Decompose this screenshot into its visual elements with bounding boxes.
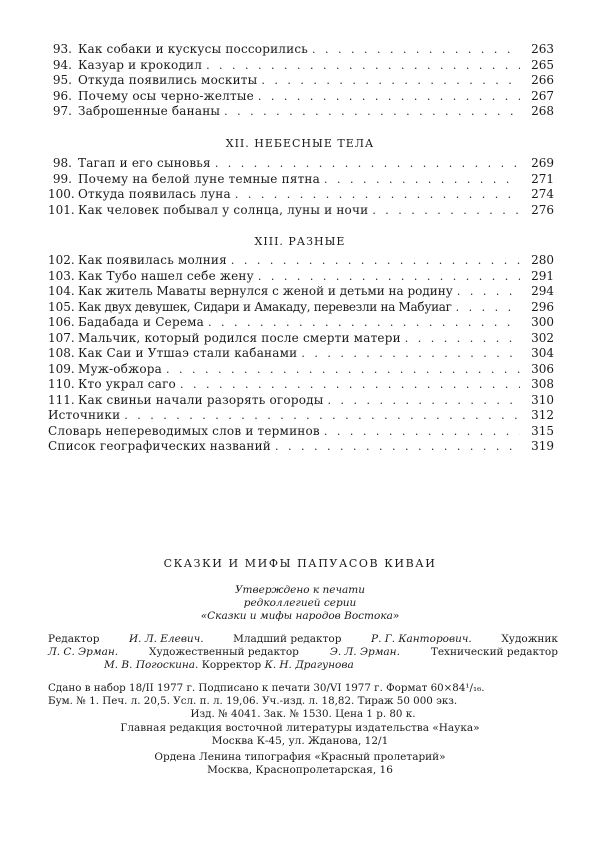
- toc-title: Бадабада и Серема: [78, 315, 205, 329]
- leader-dots: [327, 393, 520, 409]
- credit-role: Художник: [501, 633, 558, 645]
- book-title: СКАЗКИ И МИФЫ ПАПУАСОВ КИВАИ: [163, 557, 437, 570]
- toc-page: 269: [531, 156, 554, 170]
- toc-entry: [48, 58, 554, 74]
- credit-person: Л. С. Эрман.: [48, 646, 119, 658]
- toc-title: Как Тубо нашел себе жену: [78, 268, 254, 283]
- leader-dots: [456, 300, 520, 316]
- toc-page: 280: [531, 253, 554, 267]
- toc-number: 106.: [48, 315, 75, 329]
- credit-role: Младший редактор: [233, 633, 342, 645]
- toc-entry: [48, 269, 554, 285]
- toc-number: 107.: [48, 330, 75, 345]
- toc-title: Источники: [48, 408, 121, 422]
- printer-line: Ордена Ленина типография «Красный пролетарий»: [154, 751, 446, 763]
- toc-entry: [48, 408, 554, 424]
- toc-list-xii: [48, 156, 554, 218]
- publisher-line: Главная редакция восточной литературы издательства «Наука»: [120, 722, 480, 734]
- toc-title: Тагап и его сыновья: [78, 156, 211, 170]
- toc-page: 263: [531, 42, 554, 56]
- toc-page: 267: [531, 88, 554, 103]
- toc-title: Как собаки и кускусы поссорились: [78, 42, 308, 56]
- toc-title: Кто украл саго: [78, 377, 176, 391]
- leader-dots: [224, 104, 520, 120]
- toc-page: 294: [531, 284, 554, 298]
- toc-entry: [48, 89, 554, 105]
- credit-role: Технический редактор: [430, 646, 558, 658]
- toc-page: 308: [531, 377, 554, 391]
- toc-title: Как появилась молния: [78, 253, 227, 267]
- toc-page: 268: [531, 104, 554, 118]
- toc-title: Казуар и крокодил: [78, 57, 203, 72]
- print-details: [48, 682, 558, 721]
- publisher-block: [0, 722, 600, 748]
- toc-list-xiii: [48, 253, 554, 455]
- credit-person: И. Л. Елевич.: [128, 633, 204, 645]
- toc-entry: [48, 346, 554, 362]
- toc-number: 100.: [48, 187, 75, 201]
- section-heading-xii: XII. НЕБЕСНЫЕ ТЕЛА: [225, 137, 375, 150]
- toc-entry: [48, 377, 554, 393]
- toc-page: 274: [531, 187, 554, 201]
- approval-line: «Сказки и мифы народов Востока»: [200, 610, 400, 622]
- publisher-line: Москва К-45, ул. Жданова, 12/1: [211, 735, 389, 747]
- credits-line: [48, 633, 558, 646]
- toc-number: 108.: [48, 346, 75, 360]
- toc-number: 94.: [52, 57, 72, 72]
- leader-dots: [206, 58, 520, 74]
- toc-title: Как человек побывал у солнца, луны и ночи: [78, 202, 369, 217]
- toc-page: 276: [531, 202, 554, 217]
- toc-page: 296: [531, 299, 554, 314]
- print-line: Бум. № 1. Печ. л. 20,5. Усл. п. л. 19,06. Уч.-изд. л. 18,82. Тираж 50 000 экз.: [48, 695, 458, 707]
- toc-number: 93.: [52, 42, 72, 56]
- credits-line: [48, 646, 558, 659]
- toc-title: Словарь непереводимых слов и терминов: [48, 423, 320, 438]
- leader-dots: [301, 346, 520, 362]
- toc-entry: [48, 362, 554, 378]
- credit-role: Редактор: [48, 633, 100, 645]
- leader-dots: [258, 89, 520, 105]
- toc-entry: [48, 73, 554, 89]
- leader-dots: [275, 439, 520, 455]
- toc-page: 291: [531, 268, 554, 283]
- leader-dots: [261, 73, 520, 89]
- toc-title: Как житель Маваты вернулся с женой и детьми на родину: [78, 284, 453, 298]
- toc-number: 95.: [52, 73, 72, 87]
- toc-number: 110.: [48, 377, 75, 391]
- toc-entry: [48, 203, 554, 219]
- leader-dots: [258, 269, 520, 285]
- leader-dots: [180, 377, 520, 393]
- toc-page: 315: [531, 423, 554, 438]
- toc-page: 271: [531, 171, 554, 186]
- toc-page: 265: [531, 57, 554, 72]
- toc-entry: [48, 331, 554, 347]
- credit-person: Э. Л. Эрман.: [329, 646, 400, 658]
- section-heading-xiii: XIII. РАЗНЫЕ: [254, 235, 346, 248]
- toc-title: Как свиньи начали разорять огороды: [78, 392, 324, 407]
- toc-number: 111.: [48, 392, 75, 407]
- toc-number: 98.: [52, 156, 72, 170]
- printer-line: Москва, Краснопролетарская, 16: [207, 764, 393, 776]
- toc-number: 103.: [48, 268, 75, 283]
- toc-entry: [48, 284, 554, 300]
- toc-number: 109.: [48, 361, 75, 376]
- toc-number: 102.: [48, 253, 75, 267]
- toc-title: Мальчик, который родился после смерти матери: [78, 330, 401, 345]
- toc-entry: [48, 300, 554, 316]
- toc-page: 310: [531, 392, 554, 407]
- toc-page: 304: [531, 346, 554, 360]
- toc-title: Откуда появились москиты: [78, 73, 258, 87]
- toc-entry: [48, 187, 554, 203]
- leader-dots: [208, 315, 520, 331]
- toc-page: 266: [531, 73, 554, 87]
- toc-page: 306: [531, 361, 554, 376]
- toc-page: 302: [531, 330, 554, 345]
- toc-title: Как двух девушек, Сидари и Амакаду, перевезли на Мабуиаг: [78, 299, 452, 314]
- approval-line: Утверждено к печати: [234, 584, 366, 596]
- toc-entry: [48, 439, 554, 455]
- approval-note: [0, 584, 600, 623]
- toc-entry: [48, 104, 554, 120]
- leader-dots: [166, 362, 520, 378]
- toc-title: Откуда появилась луна: [78, 187, 231, 201]
- credit-person: Р. Г. Канторович.: [371, 633, 472, 645]
- print-line: Сдано в набор 18/II 1977 г. Подписано к печати 30/VI 1977 г. Формат 60×84¹/₁₆.: [48, 682, 485, 694]
- toc-entry: [48, 315, 554, 331]
- toc-list-top: [48, 42, 554, 120]
- credit-role: Корректор: [201, 659, 262, 671]
- leader-dots: [372, 203, 520, 219]
- toc-number: 96.: [52, 88, 72, 103]
- leader-dots: [124, 408, 520, 424]
- toc-number: 101.: [48, 202, 75, 217]
- leader-dots: [457, 284, 520, 300]
- approval-line: редколлегией серии: [243, 597, 357, 609]
- credits-block: [48, 633, 558, 672]
- toc-title: Почему осы черно-желтые: [78, 88, 254, 103]
- toc-title: Муж-обжора: [78, 361, 162, 376]
- toc-number: 99.: [52, 171, 72, 186]
- toc-entry: [48, 156, 554, 172]
- toc-page: 319: [531, 439, 554, 453]
- toc-entry: [48, 42, 554, 58]
- toc-title: Список географических названий: [48, 439, 272, 453]
- leader-dots: [405, 331, 520, 347]
- toc-entry: [48, 172, 554, 188]
- leader-dots: [235, 187, 520, 203]
- toc-entry: [48, 424, 554, 440]
- toc-number: 105.: [48, 299, 75, 314]
- leader-dots: [324, 172, 520, 188]
- toc-entry: [48, 253, 554, 269]
- leader-dots: [231, 253, 520, 269]
- toc-page: 300: [531, 315, 554, 329]
- credit-person: М. В. Погоскина.: [104, 659, 199, 671]
- credits-line: [48, 659, 558, 672]
- toc-number: 104.: [48, 284, 75, 298]
- toc-number: 97.: [52, 104, 72, 118]
- leader-dots: [324, 424, 520, 440]
- toc-title: Заброшенные бананы: [78, 104, 221, 118]
- leader-dots: [215, 156, 520, 172]
- toc-entry: [48, 393, 554, 409]
- toc-title: Почему на белой луне темные пятна: [78, 171, 320, 186]
- credit-role: Художественный редактор: [149, 646, 299, 658]
- printer-block: [0, 751, 600, 777]
- toc-title: Как Саи и Утшаэ стали кабанами: [78, 346, 298, 360]
- credit-person: К. Н. Драгунова: [264, 659, 354, 671]
- toc-page: 312: [531, 408, 554, 422]
- leader-dots: [312, 42, 520, 58]
- print-line: Изд. № 4041. Зак. № 1530. Цена 1 р. 80 к.: [190, 708, 416, 720]
